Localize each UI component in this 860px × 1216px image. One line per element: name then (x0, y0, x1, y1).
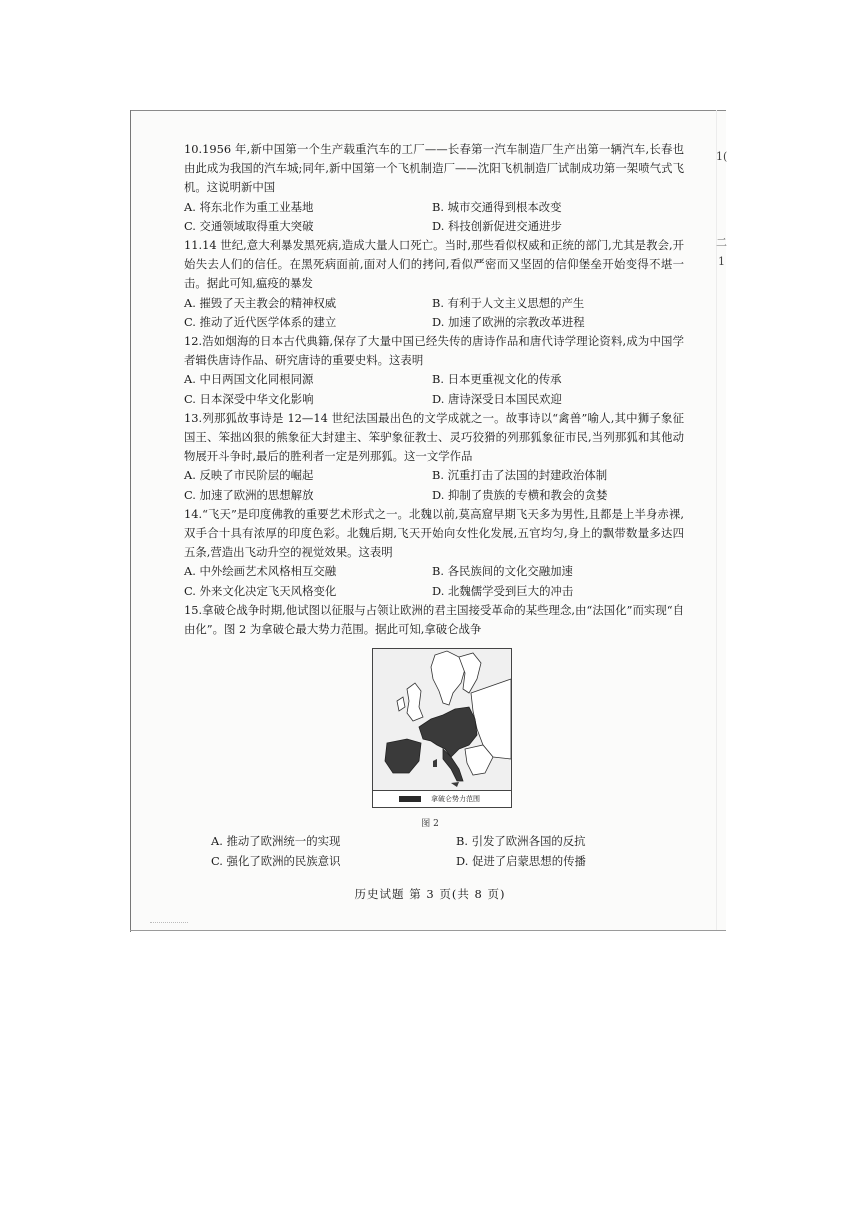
option-d: D. 抑制了贵族的专横和教会的贪婪 (432, 487, 608, 502)
option-a: A. 中日两国文化同根同源 (184, 372, 314, 387)
question-text: 1956 年,新中国第一个生产载重汽车的工厂——长春第一汽车制造厂生产出第一辆汽车,长春也由此成为我国的汽车城;同年,新中国第一个飞机制造厂——沈阳飞机制造厂试制成功第一架喷气式飞机。这说明新中国 (184, 142, 684, 195)
question-stem (184, 140, 684, 198)
question-15 (184, 601, 684, 639)
question-stem (184, 601, 684, 639)
map-frame (372, 648, 512, 808)
option-list (184, 198, 684, 236)
option-c: C. 交通领域取得重大突破 (184, 218, 314, 233)
option-d: D. 促进了启蒙思想的传播 (456, 853, 586, 868)
question-stem (184, 409, 684, 467)
option-list (184, 562, 684, 600)
question-15-options (211, 832, 671, 871)
legend-swatch (399, 796, 421, 802)
option-a: A. 反映了市民阶层的崛起 (184, 468, 314, 483)
scan-artifact (150, 908, 188, 923)
question-stem (184, 236, 684, 294)
figure-caption: 图 2 (421, 819, 439, 829)
adjacent-page-edge (716, 110, 717, 930)
option-a: A. 摧毁了天主教会的精神权威 (184, 295, 337, 310)
question-10 (184, 140, 684, 236)
option-list (184, 370, 684, 408)
option-list (184, 466, 684, 504)
option-d: D. 科技创新促进交通进步 (432, 218, 562, 233)
option-b: B. 沉重打击了法国的封建政治体制 (432, 468, 608, 483)
question-number: 13. (184, 410, 203, 425)
question-number: 11. (184, 238, 203, 253)
adjacent-page-fragment: 1 (718, 255, 725, 268)
option-c: C. 日本深受中华文化影响 (184, 391, 314, 406)
option-b: B. 日本更重视文化的传承 (432, 372, 562, 387)
question-12 (184, 332, 684, 409)
question-stem (184, 332, 684, 370)
option-b: B. 有利于人文主义思想的产生 (432, 295, 585, 310)
question-list (184, 140, 684, 639)
option-b: B. 城市交通得到根本改变 (432, 199, 562, 214)
question-number: 10. (184, 142, 203, 156)
map-legend (373, 790, 511, 807)
question-14 (184, 505, 684, 601)
question-text: 列那狐故事诗是 12—14 世纪法国最出色的文学成就之一。故事诗以“禽兽”喻人,其中狮子象征国王、笨拙凶狠的熊象征大封建主、笨驴象征教士、灵巧狡猾的列那狐象征市民,当列那狐和其他动物展开斗争时,最后的胜利者一定是列那狐。这一文学作品 (184, 410, 684, 464)
page-edge-top (130, 110, 726, 111)
option-c: C. 加速了欧洲的思想解放 (184, 487, 314, 502)
question-text: 拿破仑战争时期,他试图以征服与占领让欧洲的君主国接受革命的某些理念,由“法国化”而实现“自由化”。图 2 为拿破仑最大势力范围。据此可知,拿破仑战争 (184, 602, 684, 637)
option-list (184, 294, 684, 332)
figure-2-map (372, 648, 512, 808)
option-d: D. 加速了欧洲的宗教改革进程 (432, 314, 585, 329)
question-text: “飞天”是印度佛教的重要艺术形式之一。北魏以前,莫高窟早期飞天多为男性,且都是上半身赤裸,双手合十具有浓厚的印度色彩。北魏后期,飞天开始向女性化发展,五官均匀,身上的飘带数量多达四五条,营造出飞动升空的视觉效果。这表明 (184, 506, 684, 560)
question-11 (184, 236, 684, 332)
option-c: C. 强化了欧洲的民族意识 (211, 853, 341, 868)
option-d: D. 唐诗深受日本国民欢迎 (432, 391, 562, 406)
adjacent-page-fragment: 1( (716, 150, 728, 163)
europe-map-icon (373, 649, 511, 791)
option-d: D. 北魏儒学受到巨大的冲击 (432, 583, 574, 598)
option-a: A. 将东北作为重工业基地 (184, 199, 314, 214)
option-a: A. 中外绘画艺术风格相互交融 (184, 564, 337, 579)
question-text: 浩如烟海的日本古代典籍,保存了大量中国已经失传的唐诗作品和唐代诗学理论资料,成为中国学者辑佚唐诗作品、研究唐诗的重要史料。这表明 (184, 334, 684, 368)
option-b: B. 引发了欧洲各国的反抗 (456, 834, 586, 848)
question-13 (184, 409, 684, 505)
page-edge-bottom (130, 930, 726, 931)
option-c: C. 推动了近代医学体系的建立 (184, 314, 337, 329)
adjacent-page-fragment: 二 (716, 236, 727, 249)
question-number: 14. (184, 506, 203, 521)
page-edge-left (130, 110, 131, 932)
question-stem (184, 505, 684, 563)
question-number: 12. (184, 334, 203, 349)
legend-label: 拿破仑势力范围 (431, 795, 480, 803)
option-c: C. 外来文化决定飞天风格变化 (184, 583, 337, 598)
page-footer: 历史试题 第 3 页(共 8 页) (354, 887, 506, 901)
option-b: B. 各民族间的文化交融加速 (432, 564, 573, 579)
option-a: A. 推动了欧洲统一的实现 (211, 834, 341, 848)
question-number: 15. (184, 602, 203, 617)
question-text: 14 世纪,意大利暴发黑死病,造成大量人口死亡。当时,那些看似权威和正统的部门,尤其是教会,开始失去人们的信任。在黑死病面前,面对人们的拷问,看似严密而又坚固的信仰堡垒开始变得不堪一击。据此可知,瘟疫的暴发 (184, 238, 684, 291)
